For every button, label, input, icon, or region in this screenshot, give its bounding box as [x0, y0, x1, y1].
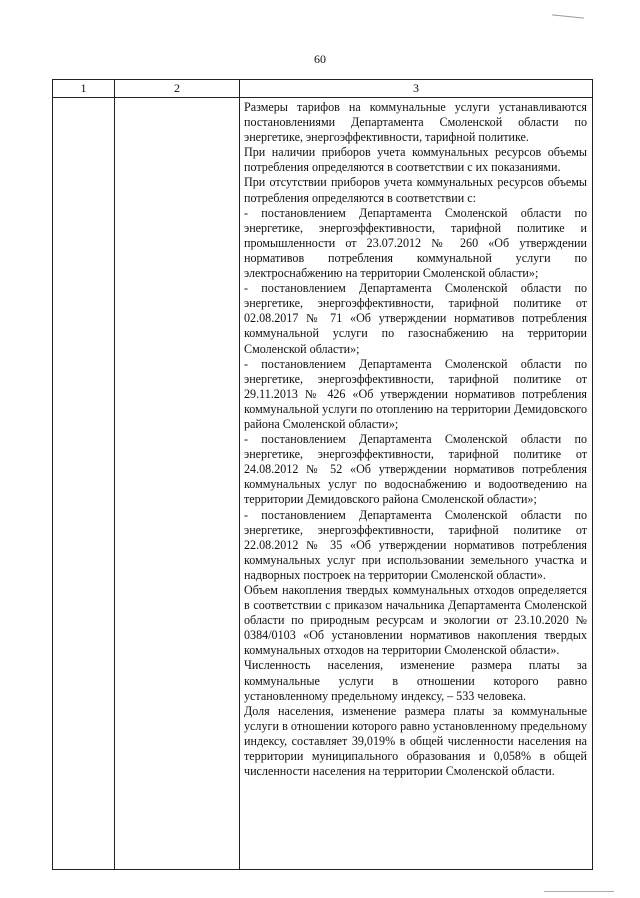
- column-2-cell: [115, 98, 240, 870]
- scan-artifact-bottom: [544, 891, 614, 892]
- paragraph-heating: - постановлением Департамента Смоленской области по энергетике, энергоэффективности, тарифной политике от 29.11.2013 № 426 «Об утверждении нормативов потребления коммунальной услуги по отоплению на территории Демидовского района Смоленской области»;: [244, 356, 587, 431]
- document-table: [52, 79, 593, 870]
- paragraph-electricity: - постановлением Департамента Смоленской области по энергетике, энергоэффективности, тарифной политике и промышленности от 23.07.2012 № 260 «Об утверждении нормативов потребления коммунальной услуги по электроснабжению на территории Смоленской области»;: [244, 205, 587, 281]
- page-number: 60: [314, 52, 326, 66]
- table-header-row: [53, 80, 593, 98]
- paragraph-water: - постановлением Департамента Смоленской области по энергетике, энергоэффективности, тарифной политике от 24.08.2012 № 52 «Об утверждении нормативов потребления коммунальных услуг по водоснабжению и водоотведению на территории Демидовского района Смоленской области»;: [244, 432, 587, 507]
- paragraph-population-count: Численность населения, изменение размера платы за коммунальные услуги в отношении которого равно установленному предельному индексу, – 533 человека.: [244, 658, 587, 703]
- paragraph-land-plot: - постановлением Департамента Смоленской области по энергетике, энергоэффективности, тарифной политике от 22.08.2012 № 35 «Об утверждении нормативов потребления коммунальных услуг при использовании земельного участка и надворных построек на территории Смоленской области».: [244, 507, 587, 582]
- paragraph-gas: - постановлением Департамента Смоленской области по энергетике, энергоэффективности, тарифной политике от 02.08.2017 № 71 «Об утверждении нормативов потребления коммунальной услуги по газоснабжению на территории Смоленской области»;: [244, 281, 587, 356]
- paragraph-meters-absent: При отсутствии приборов учета коммунальных ресурсов объемы потребления определяются в соответствии с:: [244, 175, 587, 205]
- column-3-cell: [240, 98, 593, 870]
- column-header-3: 3: [240, 80, 593, 98]
- column-1-cell: [53, 98, 115, 870]
- paragraph-waste: Объем накопления твердых коммунальных отходов определяется в соответствии с приказом начальника Департамента Смоленской области по природным ресурсам и экологии от 23.10.2020 № 0384/0103 «Об установлении нормативов накопления твердых коммунальных отходов на территории Смоленской области».: [244, 583, 587, 658]
- column-header-1: 1: [53, 80, 115, 98]
- column-header-2: 2: [115, 80, 240, 98]
- paragraph-meters-present: При наличии приборов учета коммунальных ресурсов объемы потребления определяются в соответствии с их показаниями.: [244, 145, 587, 175]
- paragraph-population-share: Доля населения, изменение размера платы за коммунальные услуги в отношении которого равно установленному предельному индексу, составляет 39,019% в общей численности населения на территории муниципального образования и 0,058% в общей численности населения на территории Смоленской области.: [244, 703, 587, 779]
- table-body-row: [53, 98, 593, 870]
- column-3-text: [240, 98, 592, 779]
- scan-artifact-top: [552, 14, 584, 18]
- paragraph-tariffs: Размеры тарифов на коммунальные услуги устанавливаются постановлениями Департамента Смоленской области по энергетике, энергоэффективности, тарифной политике.: [244, 100, 587, 145]
